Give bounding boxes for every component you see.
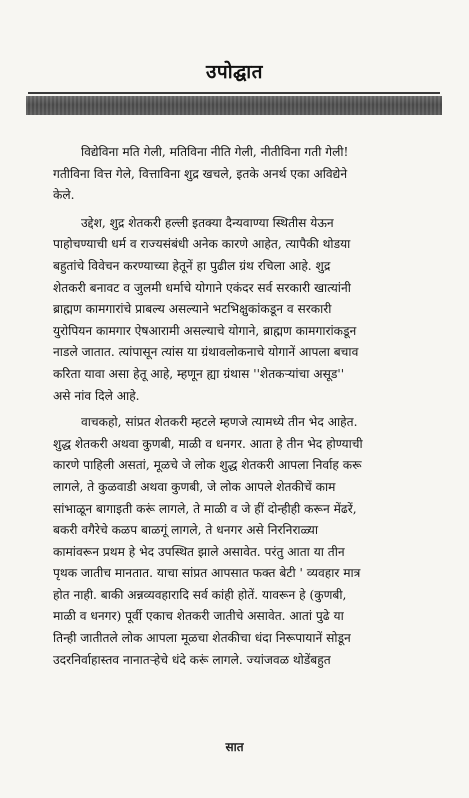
paragraph [53, 412, 423, 671]
text-line: ब्राह्मण कामगारांचे प्राबल्य असल्याने भटभिक्षुकांकडून व सरकारी [53, 302, 332, 317]
text-line: करिता यावा असा हेतू आहे, म्हणून ह्या ग्रंथास ''शेतकऱ्यांचा असूड'' [53, 366, 345, 381]
text-line: केले. [53, 188, 75, 203]
text-line: युरोपियन कामगार ऐषआरामी असल्याचे योगाने, ब्राह्मण कामगारांकडून [53, 323, 357, 338]
text-line: शुद्ध शेतकरी अथवा कुणबी, माळी व धनगर. आता हे तीन भेद होण्याची [53, 436, 363, 451]
text-line: असे नांव दिले आहे. [53, 388, 140, 403]
text-line: कारणे पाहिली असतां, मूळचे जे लोक शुद्ध शेतकरी आपला निर्वाह करू [53, 458, 362, 473]
decorative-band [26, 96, 442, 115]
body-text [53, 142, 423, 671]
text-line: माळी व धनगर) पूर्वी एकाच शेतकरी जातीचे असावेत. आतां पुढे या [53, 609, 344, 624]
text-line: वाचकहो, सांप्रत शेतकरी म्हटले म्हणजे त्यामध्ये तीन भेद आहेत. [81, 415, 358, 430]
chapter-title: उपोद्घात [205, 61, 264, 83]
text-line: उदरनिर्वाहास्तव नानातऱ्हेचे धंदे करूं लागले. ज्यांजवळ थोडेंबहुत [53, 652, 331, 667]
text-line: गतीविना वित्त गेले, वित्ताविना शुद्र खचले, इतके अनर्थ एका अविद्येने [53, 166, 348, 181]
text-line: पृथक जातीच मानतात. याचा सांप्रत आपसात फक्त बेटी ' व्यवहार मात्र [53, 566, 361, 581]
text-line: बहुतांचे विवेचन करण्याच्या हेतूनें हा पुढील ग्रंथ रचिला आहे. शुद्र [53, 258, 331, 273]
text-line: शेतकरी बनावट व जुलमी धर्माचे योगाने एकंदर सर्व सरकारी खात्यांनी [53, 280, 351, 295]
text-line: उद्देश, शुद्र शेतकरी हल्ली इतक्या दैन्यवाण्या स्थितीस येऊन [81, 215, 334, 230]
paragraph [53, 213, 423, 407]
text-line: सांभाळून बागाइती करूं लागले, ते माळी व जे हीं दोन्हीही करून मेंढरें, [53, 501, 357, 516]
text-line: पाहोचण्याची धर्म व राज्यसंबंधी अनेक कारणे आहेत, त्यापैकी थोडया [53, 237, 351, 252]
text-line: नाडले जातात. त्यांपासून त्यांस या ग्रंथावलोकनाचे योगानें आपला बचाव [53, 345, 359, 360]
paragraph [53, 142, 423, 207]
page-number: सात [225, 740, 244, 754]
text-line: होत नाही. बाकी अन्नव्यवहारादि सर्व कांही होतें. यावरून हे (कुणबी, [53, 587, 347, 602]
text-line: कामांवरून प्रथम हे भेद उपस्थित झाले असावेत. परंतु आता या तीन [53, 544, 345, 559]
text-line: लागले, ते कुळवाडी अथवा कुणबी, जे लोक आपले शेतकीचें काम [53, 479, 336, 494]
text-line: विद्येविना मति गेली, मतिविना नीति गेली, नीतीविना गती गेली! [81, 145, 349, 159]
text-line: बकरी वगैरेचे कळप बाळगूं लागले, ते धनगर असे निरनिराळ्या [53, 523, 319, 538]
text-line: तिन्ही जातीतले लोक आपला मूळचा शेतकीचा धंदा निरूपायानें सोडून [53, 631, 351, 646]
title-rule [28, 92, 440, 94]
